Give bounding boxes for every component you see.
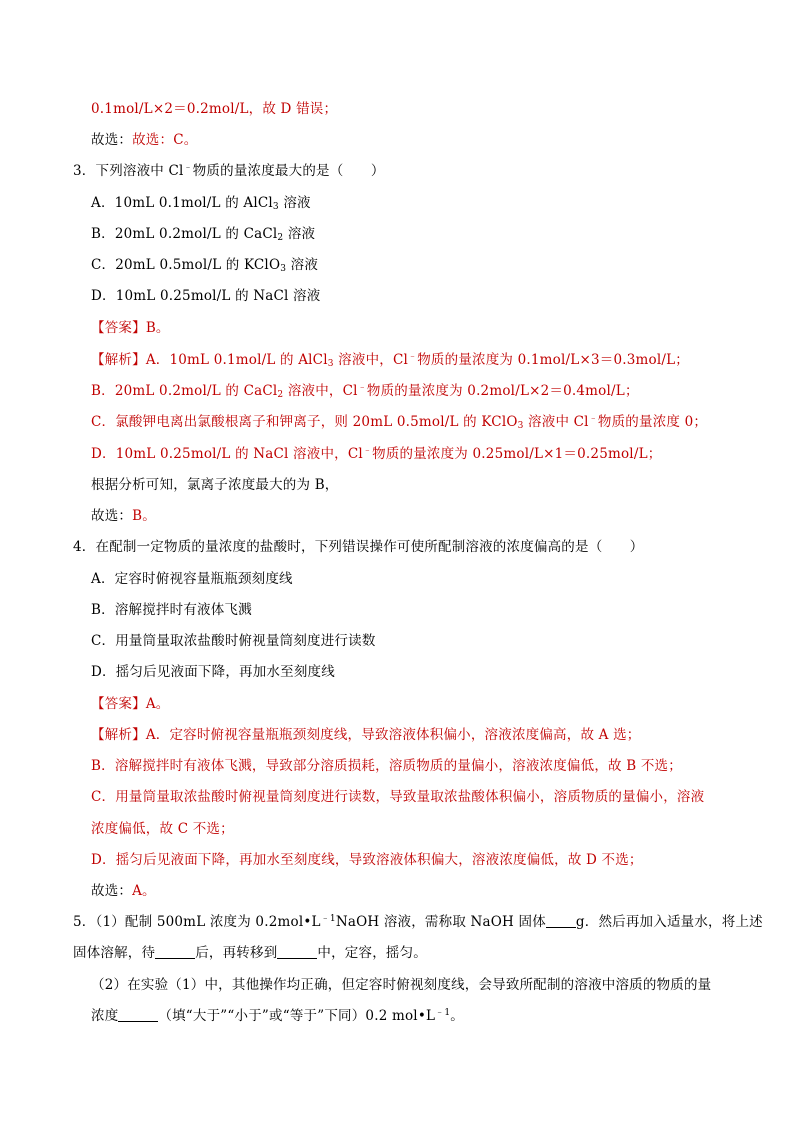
q4-choose: 故选：A。: [91, 883, 156, 899]
q3-option-a: A．10mL 0.1mol/L 的 AlCl$_3$ 溶液: [91, 195, 311, 212]
q4-stem: 4．在配制一定物质的量浓度的盐酸时，下列错误操作可使所配制溶液的浓度偏高的是（ ）: [73, 539, 644, 555]
q4-option-b: B．溶解搅拌时有液体飞溅: [91, 602, 252, 618]
q4-analysis-a: 【解析】A．定容时俯视容量瓶瓶颈刻度线，导致溶液体积偏小，溶液浓度偏高，故 A 选；: [91, 727, 641, 743]
q4-option-c: C．用量筒量取浓盐酸时俯视量筒刻度进行读数: [91, 633, 376, 649]
blank-wait-condition[interactable]: [155, 944, 195, 959]
q3-choose: 故选：B。: [91, 508, 156, 524]
q4-analysis-d: D．摇匀后见液面下降，再加水至刻度线，导致溶液体积偏大，溶液浓度偏低，故 D 不选；: [91, 852, 643, 868]
blank-transfer-container[interactable]: [277, 944, 317, 959]
q3-summary: 根据分析可知，氯离子浓度最大的为 B，: [91, 477, 339, 493]
q4-analysis-c-line2: 浓度偏低，故 C 不选；: [91, 821, 234, 837]
q5-part2-line2: 浓度 （填“大于”“小于”或“等于”下同）0.2 $mol•L^{﹣1}$。: [91, 1008, 464, 1024]
q3-option-d: D．10mL 0.25mol/L 的 NaCl 溶液: [91, 288, 321, 304]
q5-part1-line2: 固体溶解，待 后，再转移到 中，定容，摇匀。: [73, 945, 428, 961]
q3-analysis-d: D．10mL 0.25mol/L 的 NaCl 溶液中，Cl﹣物质的量浓度为 0.25mol/L×1＝0.25mol/L；: [91, 446, 662, 462]
q4-analysis-c-line1: C．用量筒量取浓盐酸时俯视量筒刻度进行读数，导致量取浓盐酸体积偏小，溶质物质的量偏小，溶液: [91, 789, 705, 805]
q3-analysis-c: C．氯酸钾电离出氯酸根离子和钾离子，则 20mL 0.5mol/L 的 KClO$_3$ 溶液中 Cl﹣物质的量浓度 0；: [91, 414, 708, 431]
q3-stem: 3．下列溶液中 Cl﹣物质的量浓度最大的是（ ）: [73, 163, 385, 179]
q4-answer: 【答案】A。: [91, 696, 170, 712]
q3-option-c: C．20mL 0.5mol/L 的 KClO$_3$ 溶液: [91, 257, 319, 274]
q3-analysis-b: B．20mL 0.2mol/L 的 CaCl$_2$ 溶液中，Cl﹣物质的量浓度为 0.2mol/L×2＝0.4mol/L；: [91, 383, 639, 400]
q4-analysis-b: B．溶解搅拌时有液体飞溅，导致部分溶质损耗，溶质物质的量偏小，溶液浓度偏低，故 B 不选；: [91, 758, 682, 774]
q3-option-b: B．20mL 0.2mol/L 的 CaCl$_2$ 溶液: [91, 226, 316, 243]
q5-part1-line1: 5．（1）配制 500mL 浓度为 $0.2mol•L^{﹣1}NaOH$ 溶液，需称取 NaOH 固体 g．然后再加入适量水，将上述: [73, 914, 763, 930]
blank-concentration-compare[interactable]: [118, 1007, 158, 1022]
q3-analysis-a: 【解析】A．10mL 0.1mol/L 的 AlCl$_3$ 溶液中，Cl﹣物质的量浓度为 0.1mol/L×3＝0.3mol/L；: [91, 352, 689, 369]
q5-part2-line1: （2）在实验（1）中，其他操作均正确，但定容时俯视刻度线，会导致所配制的溶液中溶质的物质的量: [91, 977, 712, 993]
q3-answer: 【答案】B。: [91, 320, 170, 336]
q4-option-d: D．摇匀后见液面下降，再加水至刻度线: [91, 664, 335, 680]
prev-choose: 故选：故选：C。: [91, 132, 198, 148]
blank-naoh-mass[interactable]: [546, 913, 576, 928]
prev-analysis-tail: 0.1mol/L×2＝0.2mol/L，故 D 错误；: [91, 101, 338, 117]
q4-option-a: A．定容时俯视容量瓶瓶颈刻度线: [91, 571, 293, 587]
